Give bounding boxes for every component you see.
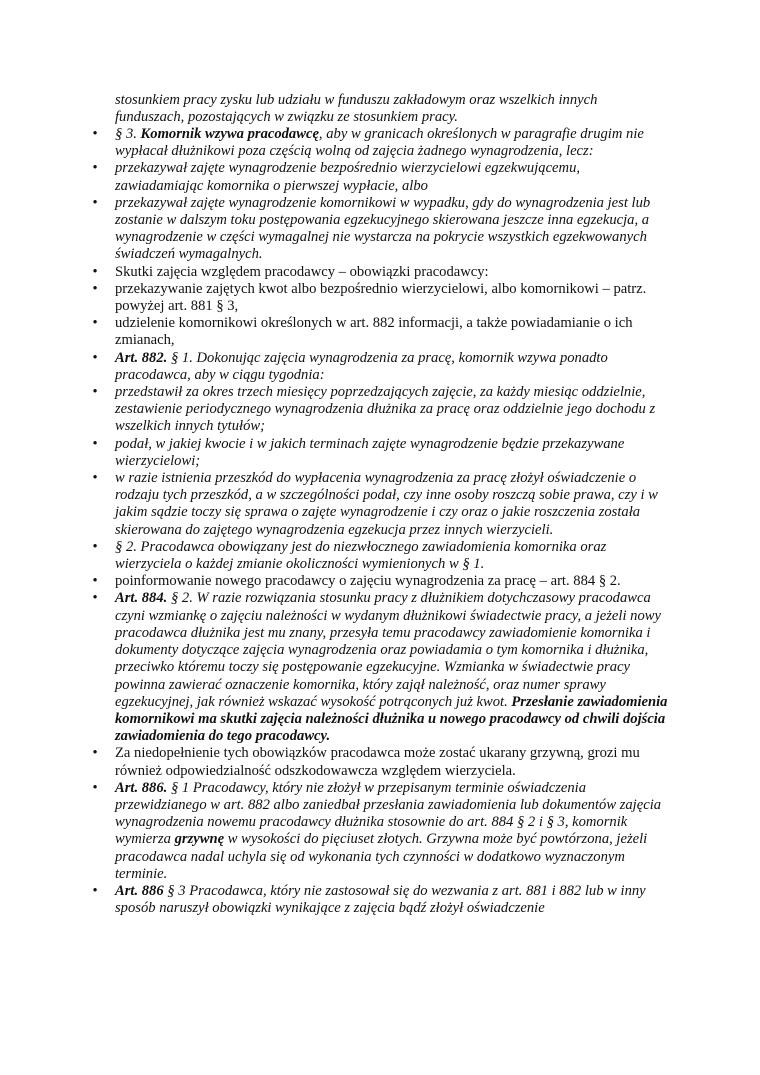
list-item bbox=[0, 539, 670, 573]
list-item bbox=[0, 195, 670, 264]
bullet-icon: • bbox=[92, 435, 98, 452]
bold-text: Art. 884. bbox=[115, 590, 168, 607]
item-text: § 2. Pracodawca obowiązany jest do niezwłocznego zawiadomienia komornika oraz wierzyciela o każdej zmianie okoliczności wymienionych w § 1. bbox=[115, 538, 607, 573]
list-item bbox=[0, 264, 670, 281]
item-text: udzielenie komornikowi określonych w art. 882 informacji, a także powiadamianie o ich zmianach, bbox=[115, 315, 633, 349]
item-text: § 2. W razie rozwiązania stosunku pracy z dłużnikiem dotychczasowy pracodawca czyni wzmiankę o zajęciu należności w wydanym dłużnikowi świadectwie pracy, a jeżeli nowy pracodawca dłużnika jest mu znany, przesyła temu pracodawcy zawiadomienie komornika i dokumenty dotyczące zajęcia wynagrodzenia oraz powiadamia o tym komornika i dłużnika, przeciwko któremu toczy się postępowanie egzekucyjne. Wzmianka w świadectwie pracy powinna zawierać oznaczenie komornika, który zajął należność, oraz numer sprawy egzekucyjnej, jak również wskazać wysokość potrąconych już kwot. bbox=[115, 590, 661, 710]
list-item bbox=[0, 745, 670, 779]
list-item bbox=[0, 780, 670, 883]
bold-text: Komornik wzywa pracodawcę bbox=[140, 126, 319, 142]
item-text: w wysokości do pięciuset złotych. Grzywna może być powtórzona, jeżeli pracodawca nadal uchyla się od wykonania tych czynności w dodatkowo wyznaczonym terminie. bbox=[115, 831, 648, 882]
bold-text: Art. 886 bbox=[115, 882, 164, 899]
list-item bbox=[0, 350, 670, 384]
item-text: Skutki zajęcia względem pracodawcy – obowiązki pracodawcy: bbox=[115, 263, 489, 280]
list-item bbox=[0, 281, 670, 315]
bullet-icon: • bbox=[92, 470, 98, 487]
list-item bbox=[0, 436, 670, 470]
item-text: poinformowanie nowego pracodawcy o zajęciu wynagrodzenia za pracę – art. 884 § 2. bbox=[115, 573, 621, 590]
list-item bbox=[0, 315, 670, 349]
bullet-icon: • bbox=[92, 573, 98, 590]
bold-text: Przesłanie zawiadomienia komornikowi ma skutki zajęcia należności dłużnika u nowego pracodawcy od chwili dojścia zawiadomienia do tego pracodawcy. bbox=[115, 693, 668, 745]
list-item bbox=[0, 590, 670, 745]
item-text: przekazywał zajęte wynagrodzenie komornikowi w wypadku, gdy do wynagrodzenia jest lub zostanie w dalszym toku postępowania egzekucyjnego skierowana jeszcze inna egzekucja, a wynagrodzenie w części wymagalnej nie wystarcza na pokrycie wszystkich egzekwowanych świadczeń wymagalnych. bbox=[115, 194, 651, 263]
item-text: przekazywał zajęte wynagrodzenie bezpośrednio wierzycielowi egzekwującemu, zawiadamiając komornika o pierwszej wypłacie, albo bbox=[115, 160, 581, 194]
bullet-icon: • bbox=[92, 263, 98, 280]
bullet-list bbox=[0, 126, 760, 917]
bold-text: Art. 886. bbox=[115, 779, 168, 796]
item-text: § 3 Pracodawca, który nie zastosował się do wezwania z art. 881 i 882 lub w inny sposób naruszył obowiązki wynikające z zajęcia bądź złożył oświadczenie bbox=[115, 882, 646, 917]
list-item bbox=[0, 126, 670, 160]
item-text: przekazywanie zajętych kwot albo bezpośrednio wierzycielowi, albo komornikowi – patrz. powyżej art. 881 § 3, bbox=[115, 280, 647, 315]
bullet-icon: • bbox=[92, 126, 98, 142]
item-text: § 1 Pracodawcy, który nie złożył w przepisanym terminie oświadczenia przewidzianego w art. 882 albo zaniedbał przesłania zawiadomienia lub dokumentów zajęcia wynagrodzenia nowemu pracodawcy dłużnika stosownie do art. 884 § 2 i § 3, komornik wymierza bbox=[115, 779, 662, 848]
bold-text: grzywnę bbox=[174, 831, 225, 848]
bullet-icon: • bbox=[92, 384, 98, 401]
item-text: podał, w jakiej kwocie i w jakich terminach zajęte wynagrodzenie będzie przekazywane wierzycielowi; bbox=[115, 435, 625, 469]
list-item bbox=[0, 573, 670, 590]
bold-text: Art. 882. bbox=[115, 349, 168, 366]
bullet-icon: • bbox=[92, 779, 98, 796]
bullet-icon: • bbox=[92, 194, 98, 211]
bullet-icon: • bbox=[92, 160, 98, 177]
item-text: § 3. bbox=[115, 126, 141, 142]
list-item bbox=[0, 470, 670, 539]
bullet-icon: • bbox=[92, 745, 98, 762]
bullet-icon: • bbox=[92, 349, 98, 366]
list-item bbox=[0, 883, 670, 917]
item-text: § 1. Dokonując zajęcia wynagrodzenia za pracę, komornik wzywa ponadto pracodawca, aby w ciągu tygodnia: bbox=[115, 349, 608, 383]
item-text: przedstawił za okres trzech miesięcy poprzedzających zajęcie, za każdy miesiąc oddzielnie, zestawienie periodycznego wynagrodzenia dłużnika za pracę oraz oddzielnie jego dochodu z wszelkich innych tytułów; bbox=[115, 384, 656, 435]
bullet-icon: • bbox=[92, 315, 98, 332]
lead-paragraph: stosunkiem pracy zysku lub udziału w funduszu zakładowym oraz wszelkich innych funduszach, pozostających w związku ze stosunkiem pracy. bbox=[115, 92, 598, 126]
list-item bbox=[0, 384, 670, 436]
item-text: w razie istnienia przeszkód do wypłacenia wynagrodzenia za pracę złożył oświadczenie o rodzaju tych przeszkód, a w szczególności podał, czy inne osoby roszczą sobie prawa, czy i w jakim sądzie toczy się sprawa o zajęte wynagrodzenie i czy oraz o jakie roszczenia została skierowana do zajętego wynagrodzenia egzekucja przez innych wierzycieli. bbox=[115, 470, 658, 538]
bullet-icon: • bbox=[92, 590, 98, 607]
item-text: Za niedopełnienie tych obowiązków pracodawca może zostać ukarany grzywną, grozi mu również odpowiedzialność odszkodowawcza względem wierzyciela. bbox=[115, 745, 640, 779]
list-item bbox=[0, 160, 670, 194]
item-text: , aby w granicach określonych w paragrafie drugim nie wypłacał dłużnikowi poza częścią wolną od zajęcia żadnego wynagrodzenia, lecz: bbox=[115, 126, 644, 160]
bullet-icon: • bbox=[92, 538, 98, 555]
bullet-icon: • bbox=[92, 882, 98, 899]
bullet-icon: • bbox=[92, 280, 98, 297]
